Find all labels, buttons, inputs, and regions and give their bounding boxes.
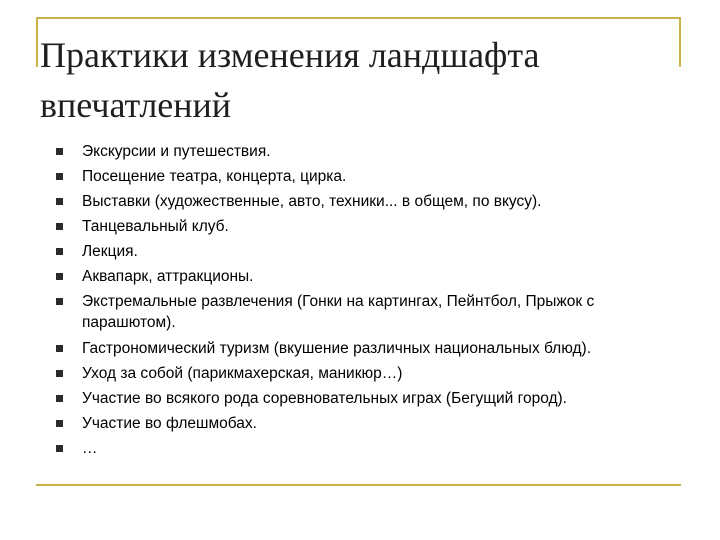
list-item	[48, 189, 688, 214]
list-item-text: Экстремальные развлечения (Гонки на картингах, Пейнтбол, Прыжок с парашютом).	[82, 293, 595, 331]
list-item	[48, 264, 688, 289]
list-item-text: Лекция.	[82, 243, 138, 260]
list-item-text: Танцевальный клуб.	[82, 218, 229, 235]
square-bullet-icon	[56, 173, 63, 180]
square-bullet-icon	[56, 223, 63, 230]
square-bullet-icon	[56, 345, 63, 352]
square-bullet-icon	[56, 395, 63, 402]
square-bullet-icon	[56, 273, 63, 280]
list-item-text: Экскурсии и путешествия.	[82, 143, 271, 160]
frame-left-line	[36, 17, 38, 67]
list-item-text: Посещение театра, концерта, цирка.	[82, 168, 347, 185]
list-item	[48, 361, 688, 386]
bullet-list	[48, 139, 688, 461]
square-bullet-icon	[56, 298, 63, 305]
frame-bottom-line	[36, 484, 681, 486]
square-bullet-icon	[56, 198, 63, 205]
square-bullet-icon	[56, 445, 63, 452]
list-item	[48, 239, 688, 264]
list-item	[48, 289, 688, 336]
list-item	[48, 411, 688, 436]
list-item-text: …	[82, 440, 98, 457]
list-item-text: Аквапарк, аттракционы.	[82, 268, 254, 285]
list-item	[48, 139, 688, 164]
square-bullet-icon	[56, 370, 63, 377]
list-item	[48, 436, 688, 461]
frame-top-line	[36, 17, 681, 19]
list-item	[48, 164, 688, 189]
list-item-text: Уход за собой (парикмахерская, маникюр…)	[82, 365, 403, 382]
square-bullet-icon	[56, 420, 63, 427]
list-item	[48, 336, 688, 361]
list-item-text: Гастрономический туризм (вкушение различных национальных блюд).	[82, 340, 592, 357]
list-item	[48, 386, 688, 411]
slide-title: Практики изменения ландшафта впечатлений	[40, 35, 540, 125]
square-bullet-icon	[56, 148, 63, 155]
square-bullet-icon	[56, 248, 63, 255]
list-item-text: Участие во всякого рода соревновательных играх (Бегущий город).	[82, 390, 567, 407]
list-item-text: Выставки (художественные, авто, техники... в общем, по вкусу).	[82, 193, 542, 210]
list-item	[48, 214, 688, 239]
list-item-text: Участие во флешмобах.	[82, 415, 257, 432]
